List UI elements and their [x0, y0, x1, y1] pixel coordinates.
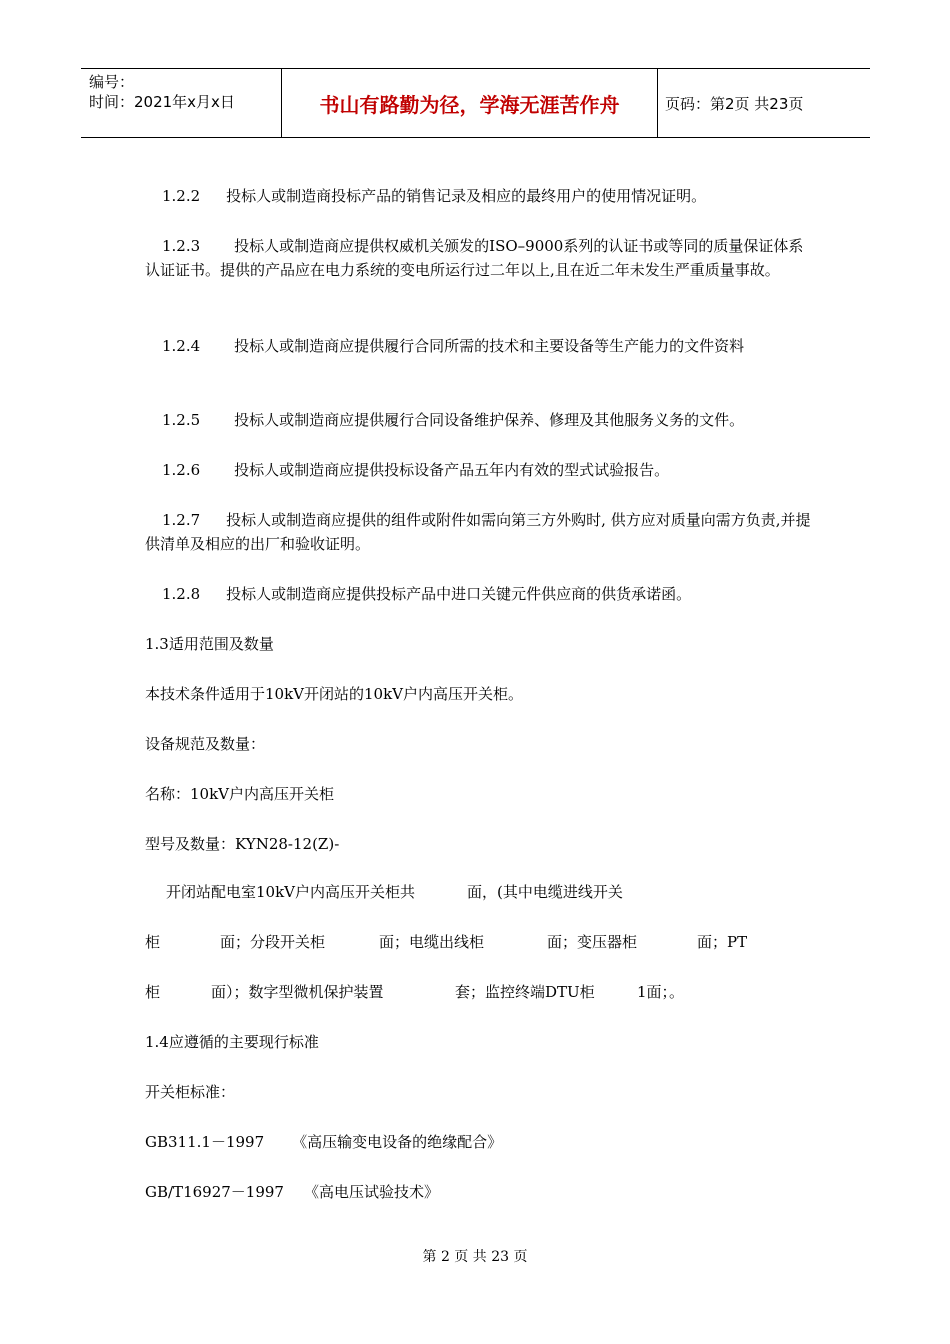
paragraph-1-2-2	[162, 184, 706, 208]
paragraph-1-2-8	[162, 582, 691, 606]
standard-code: GB311.1－1997	[145, 1133, 265, 1151]
quantity-text: 面）；数字型微机保护装置	[211, 983, 384, 1001]
quantity-text: 面；分段开关柜	[220, 933, 326, 951]
document-date-label: 时间：2021年x月x日	[89, 93, 235, 111]
standard-code: GB/T16927－1997	[145, 1183, 284, 1201]
page-header	[81, 68, 870, 138]
clause-text: 投标人或制造商应提供投标产品中进口关键元件供应商的供货承诺函。	[226, 585, 692, 603]
section-1-3-heading: 1.3适用范围及数量	[145, 635, 274, 653]
equipment-spec-label: 设备规范及数量：	[145, 735, 266, 753]
clause-text: 投标人或制造商投标产品的销售记录及相应的最终用户的使用情况证明。	[226, 187, 707, 205]
quantity-text: 1面；。	[637, 983, 685, 1001]
quantity-text: 开闭站配电室10kV户内高压开关柜共	[166, 883, 416, 901]
clause-number: 1.2.3	[162, 237, 201, 255]
standard-item	[145, 1180, 439, 1204]
clause-number: 1.2.7	[162, 511, 201, 529]
quantity-text: 柜	[145, 983, 161, 1001]
page-footer: 第 2 页 共 23 页	[422, 1249, 528, 1265]
standard-item	[145, 1130, 502, 1154]
quantity-text: 柜	[145, 933, 161, 951]
quantity-text: 面，(其中电缆进线开关	[467, 883, 623, 901]
header-page-info: 页码：第2页 共23页	[665, 94, 804, 113]
header-motto-cell	[281, 69, 658, 137]
quantity-line-1	[166, 880, 623, 904]
clause-text: 投标人或制造商应提供投标设备产品五年内有效的型式试验报告。	[234, 461, 670, 479]
document-number-label: 编号：	[89, 73, 135, 91]
section-1-4-heading: 1.4应遵循的主要现行标准	[145, 1033, 319, 1051]
clause-number: 1.2.8	[162, 585, 201, 603]
clause-number: 1.2.5	[162, 411, 201, 429]
standard-title: 《高压输变电设备的绝缘配合》	[292, 1133, 503, 1151]
clause-text: 投标人或制造商应提供权威机关颁发的ISO–9000系列的认证书或等同的质量保证体系认证证书。提供的产品应在电力系统的变电所运行过二年以上,且在近二年未发生严重质量事故。	[145, 237, 804, 279]
clause-number: 1.2.2	[162, 187, 201, 205]
clause-text: 投标人或制造商应提供履行合同设备维护保养、修理及其他服务义务的文件。	[234, 411, 745, 429]
clause-number: 1.2.4	[162, 337, 201, 355]
scope-statement: 本技术条件适用于10kV开闭站的10kV户内高压开关柜。	[145, 685, 524, 703]
clause-text: 投标人或制造商应提供履行合同所需的技术和主要设备等生产能力的文件资料	[234, 337, 745, 355]
equipment-name: 名称：10kV户内高压开关柜	[145, 785, 335, 803]
equipment-model: 型号及数量：KYN28-12(Z)-	[145, 835, 340, 853]
header-motto: 书山有路勤为径，学海无涯苦作舟	[319, 92, 620, 117]
clause-text: 投标人或制造商应提供的组件或附件如需向第三方外购时, 供方应对质量向需方负责,并提供清单及相应的出厂和验收证明。	[145, 511, 811, 553]
paragraph-1-2-4	[162, 334, 744, 358]
paragraph-1-2-3	[145, 234, 813, 282]
clause-number: 1.2.6	[162, 461, 201, 479]
switchgear-standards-label: 开关柜标准：	[145, 1083, 236, 1101]
paragraph-1-2-6	[162, 458, 669, 482]
quantity-text: 面；电缆出线柜	[379, 933, 485, 951]
quantity-text: 面；PT	[697, 933, 748, 951]
paragraph-1-2-5	[162, 408, 744, 432]
quantity-text: 套；监控终端DTU柜	[455, 983, 595, 1001]
paragraph-1-2-7	[145, 508, 813, 556]
header-left-cell	[81, 69, 281, 137]
quantity-text: 面；变压器柜	[547, 933, 638, 951]
standard-title: 《高电压试验技术》	[303, 1183, 439, 1201]
